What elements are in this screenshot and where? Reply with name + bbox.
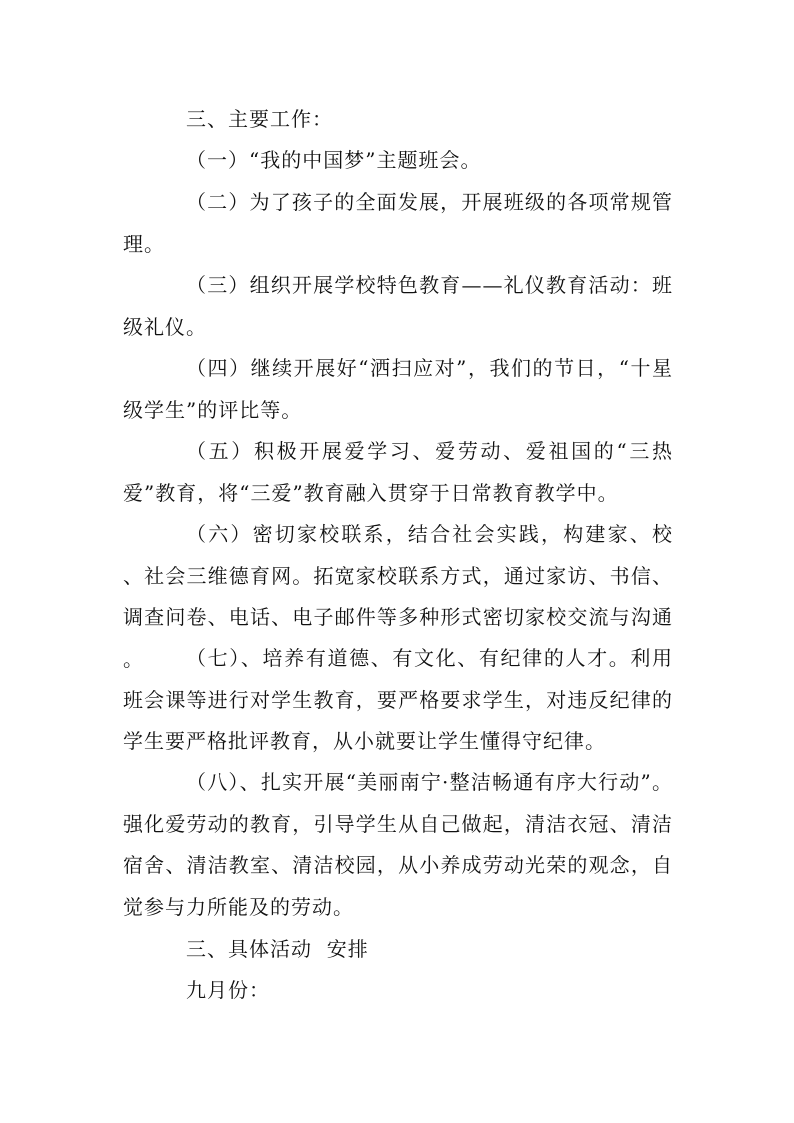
section-heading-activities: 三、具体活动 安排: [186, 937, 369, 961]
paragraph-item-4: （四）继续开展好“洒扫应对”，我们的节日，“十星级学生”的评比等。: [123, 356, 673, 422]
paragraph-item-5: （五）积极开展爱学习、爱劳动、爱祖国的“三热爱”教育，将“三爱”教育融入贯穿于日常教育教学中。: [123, 439, 673, 505]
paragraph-item-7: （七）、培养有道德、有文化、有纪律的人才。利用班会课等进行对学生教育，要严格要求学生，对违反纪律的学生要严格批评教育，从小就要让学生懂得守纪律。: [123, 646, 673, 754]
paragraph-item-8: （八）、扎实开展“美丽南宁·整洁畅通有序大行动”。强化爱劳动的教育，引导学生从自己做起，清洁衣冠、清洁宿舍、清洁教室、清洁校园，从小养成劳动光荣的观念，自觉参与力所能及的劳动。: [123, 770, 673, 919]
paragraph-item-1: （一）“我的中国梦”主题班会。: [186, 148, 482, 172]
paragraph-item-2: （二）为了孩子的全面发展，开展班级的各项常规管理。: [123, 190, 673, 256]
month-heading-september: 九月份：: [186, 978, 270, 1002]
section-heading-main-work: 三、主要工作：: [186, 107, 333, 131]
paragraph-item-6: （六）密切家校联系，结合社会实践，构建家、校 、社会三维德育网。拓宽家校联系方式，通过家访、书信、调查问卷、电话、电子邮件等多种形式密切家校交流与沟通 。: [123, 522, 673, 671]
paragraph-item-3: （三）组织开展学校特色教育——礼仪教育活动：班级礼仪。: [123, 273, 673, 339]
